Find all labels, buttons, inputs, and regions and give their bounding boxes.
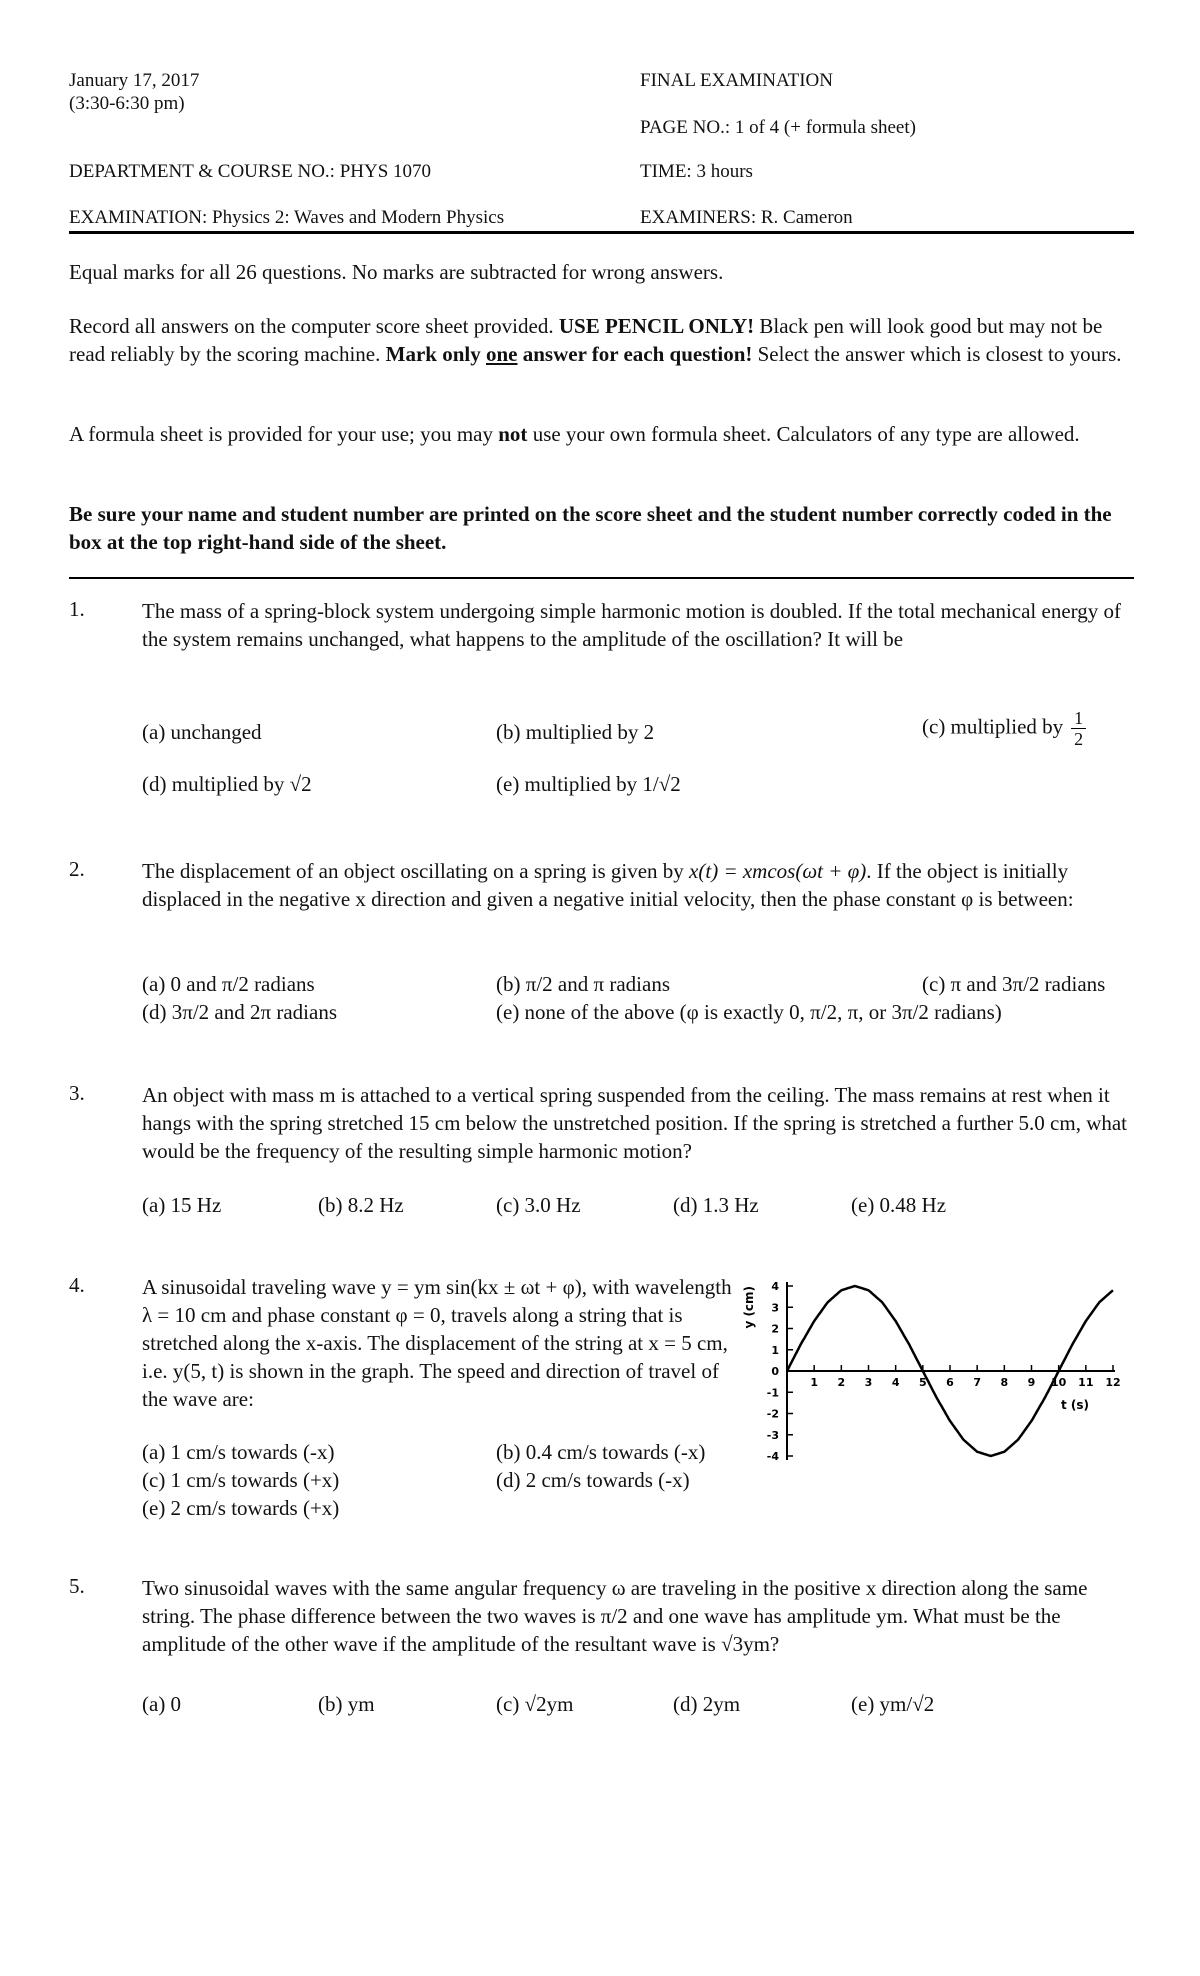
y-tick-label: 2 <box>771 1322 779 1336</box>
wave-displacement-chart <box>740 1262 1130 1482</box>
examination-title: EXAMINATION: Physics 2: Waves and Modern Physics <box>69 207 505 228</box>
q2-text-part: . If the object is initially displaced in the negative x direction and given a negative initial velocity, then the phase constant φ is between: <box>142 859 1074 911</box>
exam-time-range: (3:30-6:30 pm) <box>69 93 185 114</box>
q3-option-e: (e) 0.48 Hz <box>851 1193 947 1217</box>
y-tick-label: -1 <box>766 1386 779 1400</box>
question-4-text: A sinusoidal traveling wave y = ym sin(kx ± ωt + φ), with wavelength λ = 10 cm and phase constant φ = 0, travels along a string that is stretched along the x-axis. The displacement of the string at x = 5 cm, i.e. y(5, t) is shown in the graph. The speed and direction of travel of the wave are: <box>142 1275 732 1411</box>
question-2-text <box>142 857 1132 913</box>
q3-option-c: (c) 3.0 Hz <box>496 1193 581 1217</box>
instruction-text: Select the answer which is closest to yours. <box>752 342 1122 366</box>
q1-option-a: (a) unchanged <box>142 720 262 744</box>
instruction-marks: Equal marks for all 26 questions. No marks are subtracted for wrong answers. <box>69 260 724 284</box>
x-axis-label: t (s) <box>1060 1398 1089 1412</box>
question-number: 5. <box>69 1574 85 1598</box>
q4-option-c: (c) 1 cm/s towards (+x) <box>142 1468 340 1492</box>
y-tick-label: -3 <box>766 1428 779 1442</box>
x-tick-label: 4 <box>891 1376 900 1389</box>
q4-option-e: (e) 2 cm/s towards (+x) <box>142 1496 340 1520</box>
fraction-half <box>1071 708 1086 749</box>
x-tick-label: 7 <box>973 1376 981 1389</box>
question-1-text: The mass of a spring-block system undergoing simple harmonic motion is doubled. If the total mechanical energy of the system remains unchanged, what happens to the amplitude of the oscillation? It will be <box>142 599 1122 651</box>
instruction-formula-sheet <box>69 420 1139 448</box>
x-tick-label: 12 <box>1105 1376 1121 1389</box>
department-course: DEPARTMENT & COURSE NO.: PHYS 1070 <box>69 161 432 182</box>
instruction-text: use your own formula sheet. Calculators of any type are allowed. <box>527 422 1080 446</box>
fraction-numerator: 1 <box>1071 708 1086 729</box>
q5-option-a: (a) 0 <box>142 1692 182 1716</box>
y-tick-label: 3 <box>771 1301 779 1315</box>
q1-option-e: (e) multiplied by 1/√2 <box>496 772 681 796</box>
q2-option-e: (e) none of the above (φ is exactly 0, π/2, π, or 3π/2 radians) <box>496 1000 1002 1024</box>
instruction-mark-only: Mark only <box>385 342 486 366</box>
question-number: 3. <box>69 1081 85 1105</box>
question-5-text: Two sinusoidal waves with the same angular frequency ω are traveling in the positive x direction along the same string. The phase difference between the two waves is π/2 and one wave has amplitude ym. What must be the amplitude of the other wave if the amplitude of the resultant wave is √3ym? <box>142 1576 1088 1656</box>
instruction-text: A formula sheet is provided for your use; you may <box>69 422 499 446</box>
x-tick-label: 10 <box>1051 1376 1067 1389</box>
fraction-denominator: 2 <box>1074 729 1084 749</box>
chart-plot-area <box>742 1280 1121 1463</box>
instruction-pencil: USE PENCIL ONLY! <box>558 314 755 338</box>
q4-option-d: (d) 2 cm/s towards (-x) <box>496 1468 690 1492</box>
y-axis-label: y (cm) <box>742 1285 756 1329</box>
q2-equation: x(t) = xmcos(ωt + φ) <box>689 859 867 883</box>
question-number: 2. <box>69 857 85 881</box>
question-number: 1. <box>69 597 85 621</box>
x-tick-label: 5 <box>919 1376 927 1389</box>
instruction-not: not <box>498 422 528 446</box>
q4-option-a: (a) 1 cm/s towards (-x) <box>142 1440 335 1464</box>
examiners: EXAMINERS: R. Cameron <box>640 207 853 228</box>
x-tick-label: 3 <box>864 1376 873 1389</box>
y-tick-label: -2 <box>766 1407 779 1421</box>
y-tick-label: 0 <box>771 1365 779 1378</box>
q3-option-b: (b) 8.2 Hz <box>318 1193 404 1217</box>
q2-option-c: (c) π and 3π/2 radians <box>922 972 1106 996</box>
y-tick-label: 1 <box>771 1343 779 1357</box>
q1-option-c <box>922 708 1086 749</box>
x-tick-label: 2 <box>837 1376 846 1389</box>
x-tick-label: 9 <box>1027 1376 1036 1389</box>
instruction-text: Record all answers on the computer score sheet provided. <box>69 314 559 338</box>
x-tick-label: 6 <box>946 1376 954 1389</box>
q4-option-b: (b) 0.4 cm/s towards (-x) <box>496 1440 706 1464</box>
instruction-one: one <box>485 342 518 366</box>
x-tick-label: 8 <box>1000 1376 1009 1389</box>
instruction-text: Black pen will look good but may not be read reliably by the scoring machine. <box>69 314 1103 366</box>
q5-option-e: (e) ym/√2 <box>851 1692 935 1716</box>
page-number: PAGE NO.: 1 of 4 (+ formula sheet) <box>640 117 916 138</box>
q2-text-part: The displacement of an object oscillating on a spring is given by <box>142 859 690 883</box>
y-tick-label: -4 <box>766 1450 779 1463</box>
instruction-scoresheet <box>69 312 1139 368</box>
q5-option-b: (b) ym <box>318 1692 375 1716</box>
q2-option-d: (d) 3π/2 and 2π radians <box>142 1000 337 1024</box>
x-tick-label: 1 <box>810 1376 818 1389</box>
q3-option-d: (d) 1.3 Hz <box>673 1193 759 1217</box>
question-number: 4. <box>69 1273 85 1297</box>
q2-option-a: (a) 0 and π/2 radians <box>142 972 315 996</box>
exam-type: FINAL EXAMINATION <box>640 70 833 91</box>
exam-date: January 17, 2017 <box>69 70 200 91</box>
header-divider <box>69 231 1134 234</box>
q5-option-c: (c) √2ym <box>496 1692 574 1716</box>
q1-option-b: (b) multiplied by 2 <box>496 720 655 744</box>
y-tick-label: 4 <box>771 1280 779 1293</box>
q3-option-a: (a) 15 Hz <box>142 1193 222 1217</box>
q1-option-c-label: (c) multiplied by <box>922 714 1064 739</box>
question-3-text: An object with mass m is attached to a vertical spring suspended from the ceiling. The mass remains at rest when it hangs with the spring stretched 15 cm below the unstretched position. If the spring is stretched a further 5.0 cm, what would be the frequency of the resulting simple harmonic motion? <box>142 1083 1128 1163</box>
instructions-divider <box>69 577 1134 579</box>
q5-option-d: (d) 2ym <box>673 1692 741 1716</box>
x-tick-label: 11 <box>1078 1376 1094 1389</box>
q1-option-d: (d) multiplied by √2 <box>142 772 312 796</box>
instruction-answer-each: answer for each question! <box>517 342 753 366</box>
instruction-student-number: Be sure your name and student number are printed on the score sheet and the student number correctly coded in the box at the top right-hand side of the sheet. <box>69 502 1112 554</box>
q2-option-b: (b) π/2 and π radians <box>496 972 670 996</box>
exam-duration: TIME: 3 hours <box>640 161 753 182</box>
